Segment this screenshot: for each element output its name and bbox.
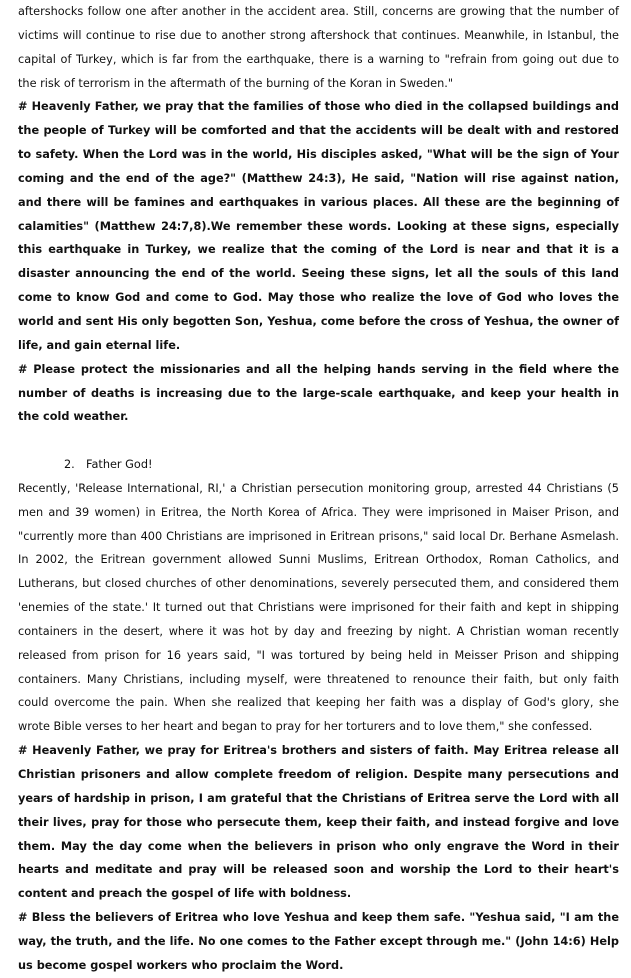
prayer-missionaries-paragraph: # Please protect the missionaries and all the helping hands serving in the field where the number of deaths is increasing due to the large-scale earthquake, and keep your health in the cold weather.: [18, 362, 619, 424]
prayer-turkey-paragraph: # Heavenly Father, we pray that the families of those who died in the collapsed buildings and the people of Turkey will be comforted and that the accidents will be dealt with and restored to safety. When the Lord was in the world, His disciples asked, "What will be the sign of Your coming and the end of the age?" (Matthew 24:3), He said, "Nation will rise against nation, and there will be famines and earthquakes in various places. All these are the beginning of calamities" (Matthew 24:7,8).We remember these words. Looking at these signs, especially this earthquake in Turkey, we realize that the coming of the Lord is near and that it is a disaster announcing the end of the world. Seeing these signs, let all the souls of this land come to know God and come to God. May those who realize the love of God who loves the world and sent His only begotten Son, Yeshua, come before the cross of Yeshua, the owner of life, and gain eternal life.: [18, 100, 619, 352]
earthquake-report-paragraph: aftershocks follow one after another in the accident area. Still, concerns are growing that the number of victims will continue to rise due to another strong aftershock that continues. Meanwhile, in Istanbul, the capital of Turkey, which is far from the earthquake, there is a warning to "refrain from going out due to the risk of terrorism in the aftermath of the burning of the Koran in Sweden.": [18, 5, 619, 90]
section-spacer: [18, 429, 619, 453]
prayer-blessing-paragraph: # Bless the believers of Eritrea who love Yeshua and keep them safe. "Yeshua said, "I am the way, the truth, and the life. No one comes to the Father except through me." (John 14:6) Help us become gospel workers who proclaim the Word.: [18, 911, 619, 972]
section-number: 2.: [64, 458, 75, 472]
section-heading: [18, 453, 619, 477]
eritrea-report-paragraph: Recently, 'Release International, RI,' a Christian persecution monitoring group, arrested 44 Christians (5 men and 39 women) in Eritrea, the North Korea of Africa. They were imprisoned in Maiser Prison, and "currently more than 400 Christians are imprisoned in Eritrean prisons," said local Dr. Berhane Asmelash. In 2002, the Eritrean government allowed Sunni Muslims, Eritrean Orthodox, Roman Catholics, and Lutherans, but closed churches of other denominations, severely persecuted them, and considered them 'enemies of the state.' It turned out that Christians were imprisoned for their faith and kept in shipping containers in the desert, where it was hot by day and freezing by night. A Christian woman recently released from prison for 16 years said, "I was tortured by being held in Meisser Prison and shipping containers. Many Christians, including myself, were threatened to renounce their faith, but only faith could overcome the pain. When she realized that keeping her faith was a display of God's glory, she wrote Bible verses to her heart and began to pray for her torturers and to love them," she confessed.: [18, 481, 619, 734]
prayer-eritrea-paragraph: # Heavenly Father, we pray for Eritrea's brothers and sisters of faith. May Eritrea release all Christian prisoners and allow complete freedom of religion. Despite many persecutions and years of hardship in prison, I am grateful that the Christians of Eritrea serve the Lord with all their lives, pray for those who persecute them, keep their faith, and instead forgive and love them. May the day come when the believers in prison who only engrave the Word in their hearts and meditate and pray will be released soon and worship the Lord to their heart's content and preach the gospel of life with boldness.: [18, 744, 619, 901]
section-heading-text: Father God!: [86, 458, 153, 472]
